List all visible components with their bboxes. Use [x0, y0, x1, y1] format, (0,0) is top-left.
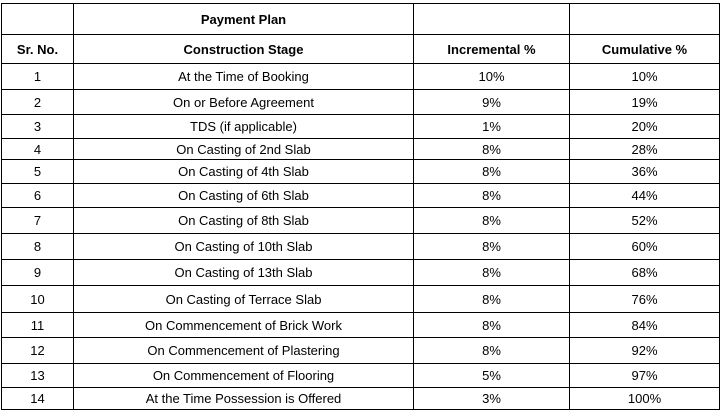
- sr-no-cell: 9: [2, 260, 74, 286]
- incremental-cell: 8%: [414, 208, 570, 234]
- construction-stage-cell: On Casting of 6th Slab: [74, 184, 414, 208]
- construction-stage-cell: At the Time of Booking: [74, 64, 414, 90]
- header-construction-stage: Construction Stage: [74, 35, 414, 64]
- header-cumulative: Cumulative %: [570, 35, 720, 64]
- construction-stage-cell: On Commencement of Brick Work: [74, 313, 414, 338]
- incremental-cell: 8%: [414, 139, 570, 160]
- cumulative-cell: 84%: [570, 313, 720, 338]
- cumulative-cell: 100%: [570, 388, 720, 410]
- cumulative-cell: 52%: [570, 208, 720, 234]
- table-row: [2, 90, 720, 115]
- cumulative-cell: 19%: [570, 90, 720, 115]
- title-blank-cell: [570, 4, 720, 35]
- table-row: [2, 338, 720, 364]
- sr-no-cell: 7: [2, 208, 74, 234]
- construction-stage-cell: On Casting of 2nd Slab: [74, 139, 414, 160]
- sr-no-cell: 8: [2, 234, 74, 260]
- cumulative-cell: 28%: [570, 139, 720, 160]
- construction-stage-cell: TDS (if applicable): [74, 115, 414, 139]
- cumulative-cell: 44%: [570, 184, 720, 208]
- construction-stage-cell: On Casting of 13th Slab: [74, 260, 414, 286]
- sr-no-cell: 14: [2, 388, 74, 410]
- cumulative-cell: 10%: [570, 64, 720, 90]
- table-row: [2, 260, 720, 286]
- table-row: [2, 388, 720, 410]
- sr-no-cell: 5: [2, 160, 74, 184]
- incremental-cell: 10%: [414, 64, 570, 90]
- table-row: [2, 286, 720, 313]
- incremental-cell: 8%: [414, 160, 570, 184]
- sr-no-cell: 10: [2, 286, 74, 313]
- header-incremental: Incremental %: [414, 35, 570, 64]
- header-sr-no: Sr. No.: [2, 35, 74, 64]
- table-title: Payment Plan: [74, 4, 414, 35]
- sr-no-cell: 6: [2, 184, 74, 208]
- cumulative-cell: 76%: [570, 286, 720, 313]
- table-row: [2, 139, 720, 160]
- construction-stage-cell: On Casting of 10th Slab: [74, 234, 414, 260]
- table-row: [2, 184, 720, 208]
- incremental-cell: 8%: [414, 184, 570, 208]
- header-row: [2, 35, 720, 64]
- incremental-cell: 9%: [414, 90, 570, 115]
- table-row: [2, 208, 720, 234]
- cumulative-cell: 92%: [570, 338, 720, 364]
- cumulative-cell: 36%: [570, 160, 720, 184]
- sr-no-cell: 11: [2, 313, 74, 338]
- construction-stage-cell: On Casting of Terrace Slab: [74, 286, 414, 313]
- title-blank-cell: [2, 4, 74, 35]
- incremental-cell: 1%: [414, 115, 570, 139]
- sr-no-cell: 4: [2, 139, 74, 160]
- payment-plan-table: [1, 3, 720, 410]
- incremental-cell: 8%: [414, 286, 570, 313]
- construction-stage-cell: On Commencement of Flooring: [74, 364, 414, 388]
- cumulative-cell: 97%: [570, 364, 720, 388]
- incremental-cell: 8%: [414, 234, 570, 260]
- cumulative-cell: 20%: [570, 115, 720, 139]
- construction-stage-cell: On Casting of 8th Slab: [74, 208, 414, 234]
- table-row: [2, 160, 720, 184]
- table-row: [2, 64, 720, 90]
- incremental-cell: 8%: [414, 260, 570, 286]
- incremental-cell: 3%: [414, 388, 570, 410]
- construction-stage-cell: At the Time Possession is Offered: [74, 388, 414, 410]
- sr-no-cell: 12: [2, 338, 74, 364]
- incremental-cell: 5%: [414, 364, 570, 388]
- sr-no-cell: 13: [2, 364, 74, 388]
- construction-stage-cell: On or Before Agreement: [74, 90, 414, 115]
- table-row: [2, 234, 720, 260]
- table-row: [2, 364, 720, 388]
- table-row: [2, 115, 720, 139]
- title-blank-cell: [414, 4, 570, 35]
- incremental-cell: 8%: [414, 338, 570, 364]
- sr-no-cell: 1: [2, 64, 74, 90]
- cumulative-cell: 68%: [570, 260, 720, 286]
- table-row: [2, 313, 720, 338]
- sr-no-cell: 3: [2, 115, 74, 139]
- construction-stage-cell: On Commencement of Plastering: [74, 338, 414, 364]
- incremental-cell: 8%: [414, 313, 570, 338]
- sr-no-cell: 2: [2, 90, 74, 115]
- cumulative-cell: 60%: [570, 234, 720, 260]
- title-row: [2, 4, 720, 35]
- construction-stage-cell: On Casting of 4th Slab: [74, 160, 414, 184]
